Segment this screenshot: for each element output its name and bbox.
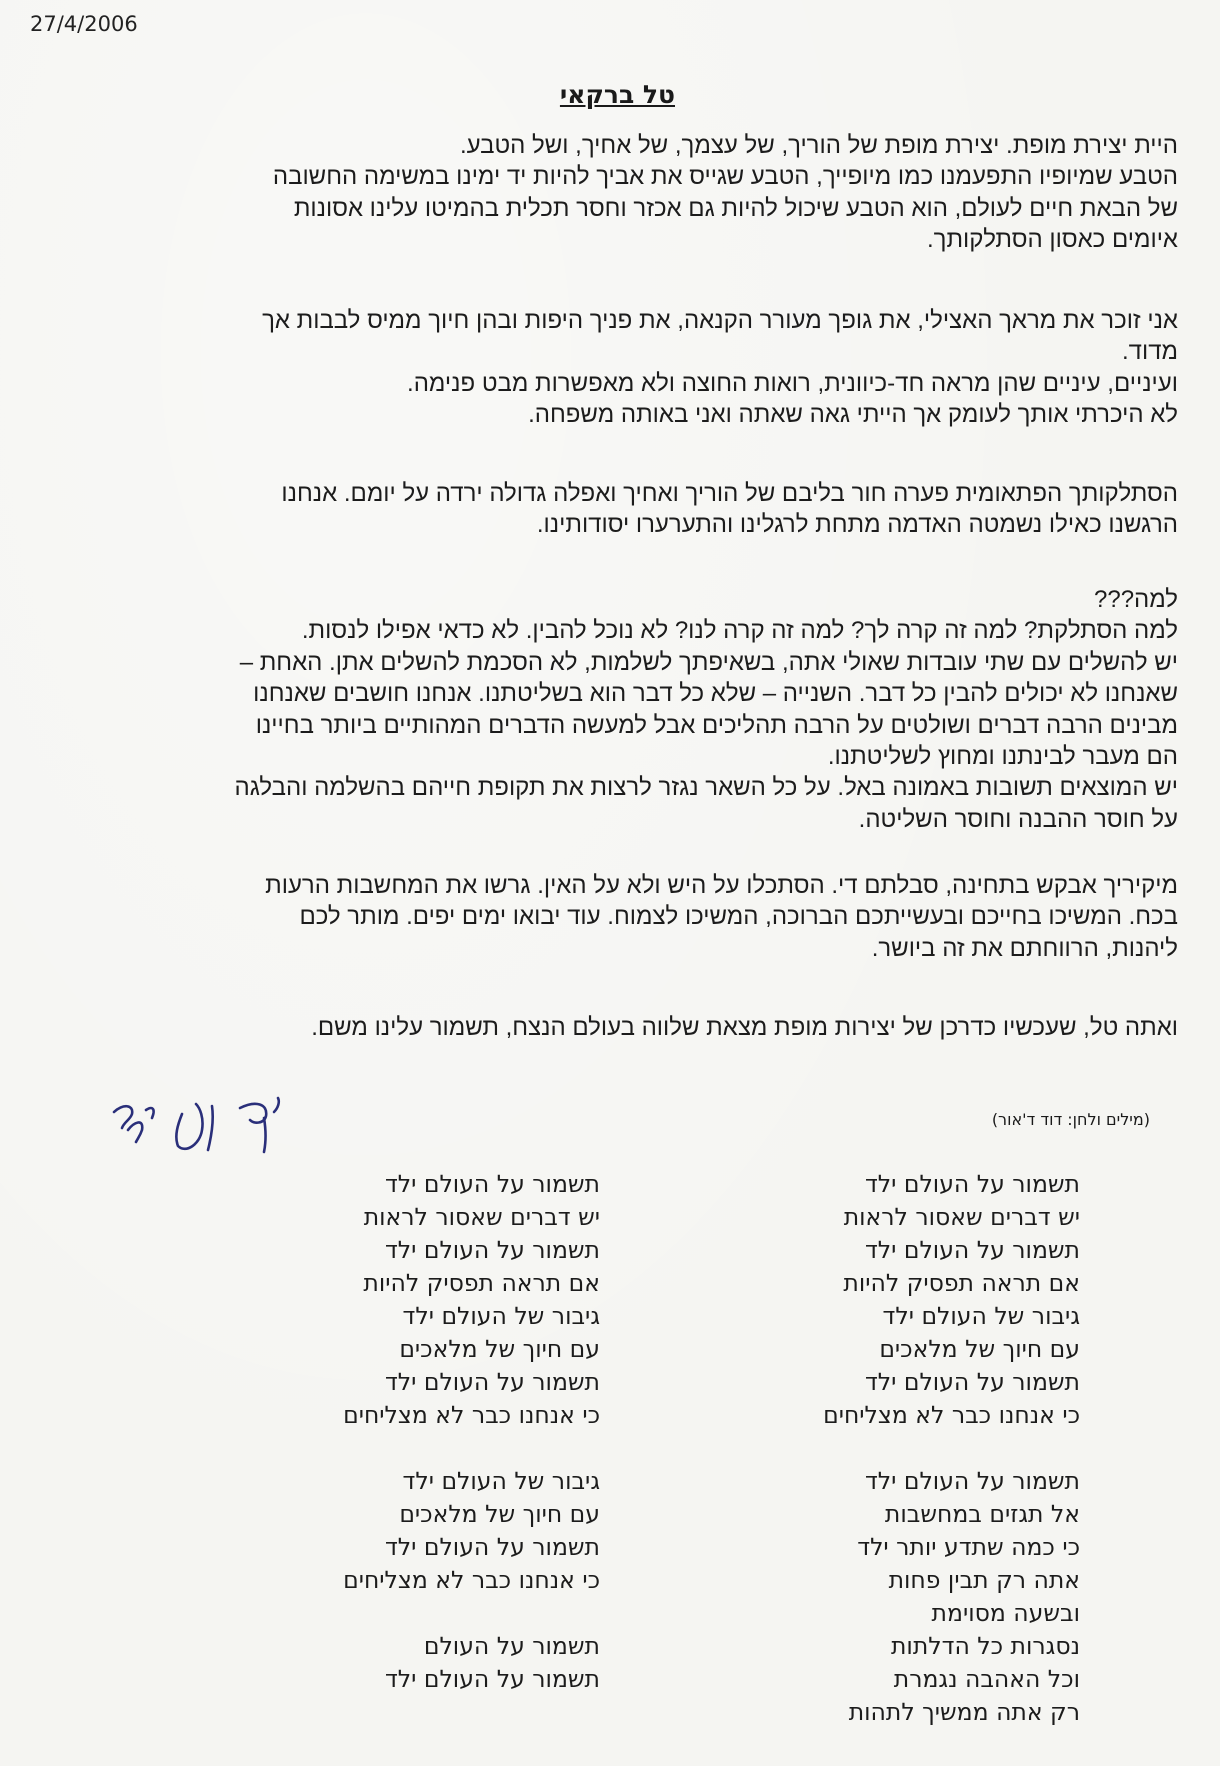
lyric-line: נסגרות כל הדלתות (890, 1632, 1080, 1660)
lyric-line: תשמור על העולם ילד (384, 1236, 600, 1264)
text-line: מבינים הרבה דברים ושולטים על הרבה תהליכים אבל למעשה הדברים המהותיים ביותר בחיינו (255, 711, 1178, 739)
lyric-line: תשמור על העולם ילד (384, 1533, 600, 1561)
lyric-line: תשמור על העולם ילד (864, 1236, 1080, 1264)
lyric-line: תשמור על העולם ילד (864, 1170, 1080, 1198)
lyric-line: רק אתה ממשיך לתהות (848, 1698, 1080, 1726)
handwritten-signature (108, 1090, 298, 1160)
lyric-line: עם חיוך של מלאכים (399, 1335, 600, 1363)
lyric-line: כי אנחנו כבר לא מצליחים (823, 1401, 1080, 1429)
lyric-line: גיבור של העולם ילד (402, 1467, 600, 1495)
text-line: בכח. המשיכו בחייכם ובעשייתכם הברוכה, המשיכו לצמוח. עוד יבואו ימים יפים. מותר לכם (299, 903, 1178, 931)
lyrics-right-column (823, 1168, 1080, 1762)
lyrics-stanza (343, 1630, 600, 1696)
paragraph-1 (38, 130, 1178, 256)
text-line: לא היכרתי אותך לעומק אך הייתי גאה שאתה ואני באותה משפחה. (528, 401, 1178, 429)
lyric-line: יש דברים שאסור לראות (843, 1203, 1080, 1231)
text-line: למה??? (1094, 586, 1178, 613)
text-line: למה הסתלקת? למה זה קרה לך? למה זה קרה לנו? לא נוכל להבין. לא כדאי אפילו לנסות. (301, 617, 1178, 645)
lyric-line: גיבור של העולם ילד (882, 1302, 1080, 1330)
lyric-line: עם חיוך של מלאכים (879, 1335, 1080, 1363)
text-line: יש להשלים עם שתי עובדות שאולי אתה, בשאיפתך לשלמות, לא הסכמת להשלים אתן. האחת – (239, 648, 1178, 676)
text-line: מדוד. (1122, 338, 1178, 366)
lyric-line: כי כמה שתדע יותר ילד (857, 1533, 1080, 1561)
lyric-line: וכל האהבה נגמרת (893, 1665, 1080, 1693)
paragraph-5 (38, 870, 1178, 964)
lyrics-stanza (823, 1168, 1080, 1432)
song-credit: (מילים ולחן: דוד ד'אור) (991, 1110, 1150, 1129)
text-line: ואתה טל, שעכשיו כדרכן של יצירות מופת מצאת שלווה בעולם הנצח, תשמור עלינו משם. (311, 1014, 1178, 1041)
text-line: איומים כאסון הסתלקותך. (926, 226, 1178, 254)
lyric-line: תשמור על העולם ילד (384, 1368, 600, 1396)
lyric-line: אתה רק תבין פחות (888, 1566, 1080, 1594)
lyric-line: אם תראה תפסיק להיות (843, 1269, 1080, 1297)
text-line: היית יצירת מופת. יצירת מופת של הוריך, של עצמך, של אחיך, ושל הטבע. (459, 132, 1178, 159)
lyric-line: יש דברים שאסור לראות (363, 1203, 600, 1231)
lyrics-stanza (343, 1168, 600, 1432)
text-line: יש המוצאים תשובות באמונה באל. על כל השאר נגזר לרצות את תקופת חייהם בהשלמה והבלגה (234, 774, 1178, 802)
paragraph-6 (38, 1012, 1178, 1043)
lyric-line: גיבור של העולם ילד (402, 1302, 600, 1330)
paragraph-3 (38, 478, 1178, 541)
lyric-line: כי אנחנו כבר לא מצליחים (343, 1566, 600, 1594)
document-date: 27/4/2006 (30, 12, 138, 36)
lyric-line: עם חיוך של מלאכים (399, 1500, 600, 1528)
text-line: שאנחנו לא יכולים להבין כל דבר. השנייה – שלא כל דבר הוא בשליטתנו. אנחנו חושבים שאנחנו (253, 680, 1178, 708)
lyric-line: תשמור על העולם ילד (384, 1665, 600, 1693)
text-line: מיקיריך אבקש בתחינה, סבלתם די. הסתכלו על היש ולא על האין. גרשו את המחשבות הרעות (265, 872, 1178, 899)
lyric-line: תשמור על העולם ילד (864, 1467, 1080, 1495)
lyric-line: כי אנחנו כבר לא מצליחים (343, 1401, 600, 1429)
lyric-line: אל תגזים במחשבות (884, 1500, 1080, 1528)
lyric-line: אם תראה תפסיק להיות (363, 1269, 600, 1297)
paragraph-4 (38, 584, 1178, 835)
lyrics-stanza (343, 1465, 600, 1597)
lyrics-stanza (823, 1465, 1080, 1729)
document-title: טל ברקאי (559, 80, 675, 109)
text-line: על חוסר ההבנה וחוסר השליטה. (858, 805, 1178, 833)
lyric-line: תשמור על העולם (423, 1632, 600, 1660)
lyric-line: ובשעה מסוימת (931, 1599, 1080, 1627)
paragraph-2 (38, 305, 1178, 431)
text-line: אני זוכר את מראך האצילי, את גופך מעורר הקנאה, את פניך היפות ובהן חיוך ממיס לבבות אך (262, 307, 1178, 334)
text-line: של הבאת חיים לעולם, הוא הטבע שיכול להיות גם אכזר וחסר תכלית בהמיטו עלינו אסונות (293, 194, 1178, 222)
text-line: ליהנות, הרווחתם את זה ביושר. (871, 934, 1178, 962)
text-line: ועיניים, עיניים שהן מראה חד-כיוונית, רואות החוצה ולא מאפשרות מבט פנימה. (407, 369, 1178, 397)
text-line: הרגשנו כאילו נשמטה האדמה מתחת לרגלינו והתערערו יסודותינו. (536, 511, 1178, 539)
text-line: הסתלקותך הפתאומית פערה חור בליבם של הוריך ואחיך ואפלה גדולה ירדה על יומם. אנחנו (281, 480, 1178, 507)
lyric-line: תשמור על העולם ילד (384, 1170, 600, 1198)
lyric-line: תשמור על העולם ילד (864, 1368, 1080, 1396)
text-line: הם מעבר לבינתנו ומחוץ לשליטתנו. (827, 743, 1178, 771)
text-line: הטבע שמיופיו התפעמנו כמו מיופייך, הטבע שגייס את אביך להיות יד ימינו במשימה החשובה (272, 163, 1178, 191)
lyrics-left-column (343, 1168, 600, 1729)
